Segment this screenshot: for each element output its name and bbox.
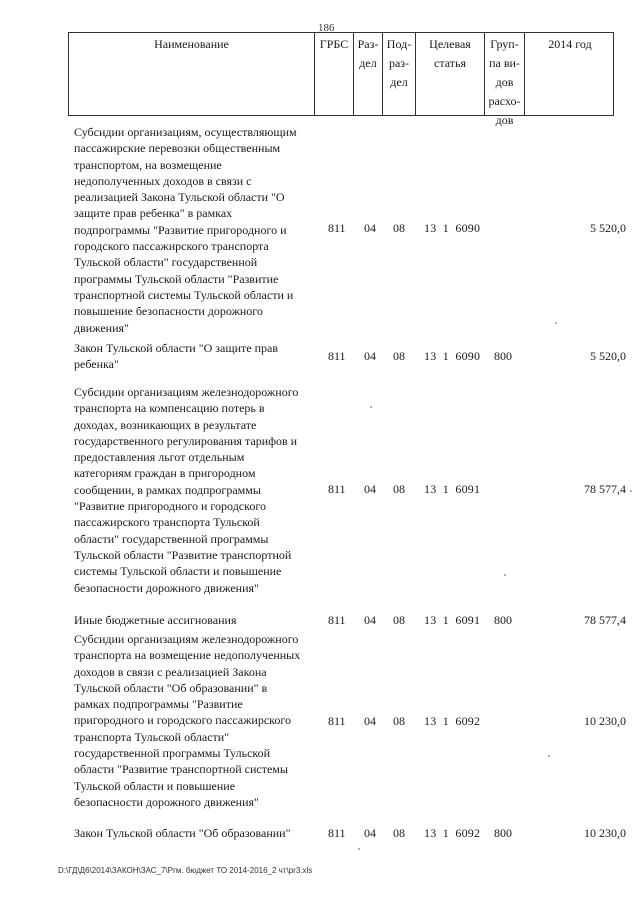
row-grbs: 811 [328, 826, 346, 840]
header-year: 2014 год [524, 33, 615, 115]
row-amount: 5 520,0 [590, 221, 626, 235]
file-path-footer: D:\ГД\Д6\2014\ЗАКОН\ЗАС_7\Ргм. бюджет ТО 2014-2016_2 чт\pr3.xls [58, 866, 313, 875]
table-header [68, 32, 614, 127]
row-grbs: 811 [328, 714, 346, 728]
row-podrazdel: 08 [393, 613, 405, 627]
row-grbs: 811 [328, 482, 346, 496]
row-name: Иные бюджетные ассигнования [74, 613, 237, 627]
row-podrazdel: 08 [393, 349, 405, 363]
row-razdel: 04 [364, 714, 376, 728]
row-target: 13 1 6090 [424, 221, 481, 235]
row-name: Закон Тульской области "Об образовании" [74, 826, 291, 840]
row-razdel: 04 [364, 613, 376, 627]
row-grbs: 811 [328, 613, 346, 627]
row-target: 13 1 6092 [424, 714, 481, 728]
row-name: Закон Тульской области "О защите прав ребенка" [74, 341, 279, 372]
row-target: 13 1 6091 [424, 613, 481, 627]
page-number: 186 [318, 22, 335, 34]
row-razdel: 04 [364, 826, 376, 840]
row-podrazdel: 08 [393, 482, 405, 496]
row-amount: 78 577,4 [584, 613, 626, 627]
row-podrazdel: 08 [393, 221, 405, 235]
row-amount: 10 230,0 [584, 714, 626, 728]
row-name: Субсидии организациям железнодорожного транспорта на компенсацию потерь в доходах, возникающих в результате государственного регулирования тарифов и предоставления льгот отдельным категориям граждан в пригородном сообщении, в рамках подпрограммы "Развитие пригородного и городского пассажирского транспорта Тульской области" государственной программы Тульской области "Развитие транспортной системы Тульской области и повышение безопасности дорожного движения" [74, 385, 299, 595]
scan-dot [358, 848, 360, 850]
header-group: Груп- па ви- дов расхо- дов [484, 33, 524, 115]
header-name: Наименование [154, 37, 229, 51]
row-amount: 5 520,0 [590, 349, 626, 363]
scan-dot [555, 322, 557, 324]
scan-dot [370, 406, 372, 408]
scan-dot [630, 490, 632, 492]
row-razdel: 04 [364, 482, 376, 496]
row-amount: 10 230,0 [584, 826, 626, 840]
row-name: Субсидии организациям, осуществляющим пассажирские перевозки общественным транспортом, на возмещение недополученных доходов в связи с реализацией Закона Тульской области "О защите прав ребенка" в рамках подпрограммы "Развитие пригородного и городского пассажирского транспорта Тульской области" государственной программы Тульской области "Развитие транспортной системы Тульской области и повышение безопасности дорожного движения" [74, 125, 297, 335]
row-podrazdel: 08 [393, 714, 405, 728]
header-razdel: Раз- дел [353, 33, 382, 115]
header-podrazdel: Под- раз- дел [382, 33, 415, 115]
header-grbs: ГРБС [314, 33, 353, 115]
row-group: 800 [494, 826, 512, 840]
row-target: 13 1 6090 [424, 349, 481, 363]
scan-dot [504, 574, 506, 576]
row-target: 13 1 6091 [424, 482, 481, 496]
row-podrazdel: 08 [393, 826, 405, 840]
row-group: 800 [494, 613, 512, 627]
row-amount: 78 577,4 [584, 482, 626, 496]
scan-dot [548, 755, 550, 757]
row-razdel: 04 [364, 221, 376, 235]
row-name: Субсидии организациям железнодорожного транспорта на возмещение недополученных доходов в связи с реализацией Закона Тульской области "Об образовании" в рамках подпрограммы "Развитие пригородного и городского пассажирского транспорта Тульской области" государственной программы Тульской области "Развитие транспортной системы Тульской области и повышение безопасности дорожного движения" [74, 632, 301, 809]
row-group: 800 [494, 349, 512, 363]
row-grbs: 811 [328, 349, 346, 363]
row-target: 13 1 6092 [424, 826, 481, 840]
row-razdel: 04 [364, 349, 376, 363]
header-target: Целевая статья [415, 33, 484, 115]
row-grbs: 811 [328, 221, 346, 235]
